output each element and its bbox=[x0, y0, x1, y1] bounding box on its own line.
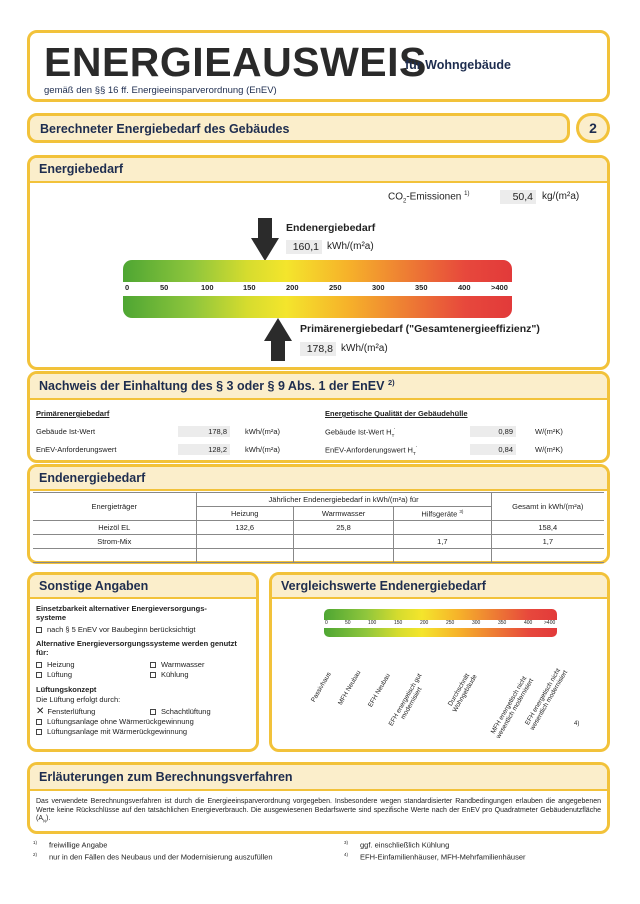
vgl-label-efh-neubau: EFH Neubau bbox=[367, 672, 392, 709]
end-energy-label: Endenergiebedarf bbox=[286, 222, 376, 234]
erlaeuterung-section bbox=[27, 762, 610, 834]
luft-opt-ohne: Lüftungsanlage ohne Wärmerückgewinnung bbox=[36, 717, 194, 726]
vgl-label-efh-gut: EFH energetisch gut modernisiert bbox=[387, 672, 424, 728]
schachtlueftung-checkbox[interactable] bbox=[150, 709, 156, 715]
vgl-tick-label: >400 bbox=[544, 620, 556, 626]
fensterlueftung-checked-icon[interactable]: ✕ bbox=[36, 706, 45, 717]
luft-sub: Die Lüftung erfolgt durch: bbox=[36, 695, 121, 704]
primary-ist-value: 178,8 bbox=[178, 426, 230, 437]
luft-opt-mit: Lüftungsanlage mit Wärmerückgewinnung bbox=[36, 727, 187, 736]
footnote-3: $^{3)}$ ggf. einschließlich Kühlung bbox=[344, 840, 450, 850]
luft-opt-schacht: Schachtlüftung bbox=[150, 707, 211, 716]
vgl-label-mfh-neubau: MFH Neubau bbox=[337, 669, 363, 707]
regulation-text: gemäß den §§ 16 ff. Energieeinsparverordnung (EnEV) bbox=[44, 85, 277, 96]
col-group: Jährlicher Endenergiebedarf in kWh/(m²a) für bbox=[196, 493, 491, 507]
envelope-req-value: 0,84 bbox=[470, 444, 516, 455]
scale-tick-label: 400 bbox=[458, 283, 471, 292]
vergleich-footnote: 4) bbox=[574, 721, 580, 727]
primary-energy-unit: kWh/(m²a) bbox=[341, 343, 388, 354]
scale-tick-label: >400 bbox=[491, 283, 508, 292]
col-aux: Hilfsgeräte $^{3)}$ bbox=[394, 507, 491, 521]
co2-unit: kg/(m²a) bbox=[542, 191, 580, 202]
co2-value: 50,4 bbox=[500, 190, 536, 204]
end-energy-value: 160,1 bbox=[286, 240, 322, 254]
vgl-tick-label: 300 bbox=[472, 620, 481, 626]
vgl-label-passivhaus: Passivhaus bbox=[310, 671, 333, 704]
primary-req-unit: kWh/(m²a) bbox=[245, 445, 280, 454]
primary-req-value: 128,2 bbox=[178, 444, 230, 455]
envelope-ist-label: Gebäude Ist-Wert $H_T'$ bbox=[325, 427, 396, 438]
scale-tick-label: 300 bbox=[372, 283, 385, 292]
energiebedarf-header bbox=[30, 158, 607, 183]
primary-energy-arrow-icon bbox=[263, 318, 293, 362]
col-carrier: Energieträger bbox=[33, 493, 196, 521]
vgl-tick-label: 200 bbox=[420, 620, 429, 626]
envelope-heading: Energetische Qualität der Gebäudehülle bbox=[325, 409, 468, 418]
vergleich-section bbox=[269, 572, 610, 752]
kuehlung-checkbox[interactable] bbox=[150, 672, 156, 678]
alt-system-lueftung: Lüftung bbox=[36, 670, 72, 679]
co2-label: $CO_2$-Emissionen $^{1)}$ bbox=[388, 191, 470, 205]
table-row: Strom-Mix 1,7 1,7 bbox=[33, 535, 604, 549]
luft-opt-fenster: ✕ Fensterlüftung bbox=[36, 706, 96, 717]
title-box bbox=[27, 30, 610, 102]
col-water: Warmwasser bbox=[293, 507, 393, 521]
table-row: Heizöl EL 132,6 25,8 158,4 bbox=[33, 521, 604, 535]
endenergie-section bbox=[27, 464, 610, 564]
primary-req-label: EnEV-Anforderungswert bbox=[36, 445, 117, 454]
vgl-label-mfh-nicht: MFH energetisch nicht wesentlich modernisiert bbox=[489, 675, 536, 740]
sonstige-section bbox=[27, 572, 259, 752]
scale-tick-label: 350 bbox=[415, 283, 428, 292]
alt-system-kuehlung: Kühlung bbox=[150, 670, 189, 679]
alt-heading: Einsetzbarkeit alternativer Energieversorgungs-systeme bbox=[36, 604, 207, 622]
anlage-mit-checkbox[interactable] bbox=[36, 729, 42, 735]
nachweis-section bbox=[27, 371, 610, 463]
alt-item: nach § 5 EnEV vor Baubeginn berücksichtigt bbox=[36, 625, 195, 634]
scale-tick-label: 0 bbox=[125, 283, 130, 292]
vgl-tick-label: 350 bbox=[498, 620, 507, 626]
nachweis-footnote: 2) bbox=[387, 378, 395, 387]
table-row bbox=[33, 549, 604, 563]
vgl-label-durchschnitt: Durchschnitt Wohngebäude bbox=[446, 672, 479, 714]
envelope-ist-value: 0,89 bbox=[470, 426, 516, 437]
erlaeuterung-text: Das verwendete Berechnungsverfahren ist durch die Energieeinsparverordnung vorgegeben. Insbesondere wegen standardisierter Randbedingungen erlauben die angegebenen Werte keine Rückschlüsse auf den tatsächlichen Energieverbrauch. Die ausgewiesenen Bedarfswerte sind spezifische Werte nach der EnEV pro Quadratmeter Gebäudenutzfläche $(A_N)$. bbox=[36, 798, 601, 824]
envelope-ist-unit: W/(m²K) bbox=[535, 427, 563, 436]
footnote-2: $^{2)}$ nur in den Fällen des Neubaus und der Modernisierung auszufüllen bbox=[33, 852, 273, 862]
scale-tick-label: 100 bbox=[201, 283, 214, 292]
endenergie-title: Endenergiebedarf bbox=[39, 471, 146, 485]
scale-tick-label: 200 bbox=[286, 283, 299, 292]
vgl-tick-label: 250 bbox=[446, 620, 455, 626]
col-heating: Heizung bbox=[196, 507, 293, 521]
vgl-tick-label: 100 bbox=[368, 620, 377, 626]
vgl-tick-label: 150 bbox=[394, 620, 403, 626]
document-title: ENERGIEAUSWEIS bbox=[44, 39, 427, 85]
primary-energy-label: Primärenergiebedarf ("Gesamtenergieeffizienz") bbox=[300, 323, 540, 335]
primary-ist-unit: kWh/(m²a) bbox=[245, 427, 280, 436]
scale-tick-label: 250 bbox=[329, 283, 342, 292]
section-bar bbox=[27, 113, 570, 143]
erlaeuterung-title: Erläuterungen zum Berechnungsverfahren bbox=[39, 770, 293, 784]
scale-tick-label: 50 bbox=[160, 283, 169, 292]
nachweis-header bbox=[30, 374, 607, 400]
vgl-tick-label: 50 bbox=[345, 620, 351, 626]
energiebedarf-section bbox=[27, 155, 610, 370]
vgl-tick-label: 400 bbox=[524, 620, 533, 626]
alt-system-warmwasser: Warmwasser bbox=[150, 660, 204, 669]
page-number: 2 bbox=[589, 120, 597, 136]
scale-tick-label: 150 bbox=[243, 283, 256, 292]
primary-energy-value: 178,8 bbox=[300, 342, 336, 356]
sonstige-title: Sonstige Angaben bbox=[39, 579, 149, 593]
energy-scale-labels bbox=[123, 283, 512, 295]
primary-heading: Primärenergiebedarf bbox=[36, 409, 110, 418]
alt-systems-heading: Alternative Energieversorgungssysteme werden genutzt für: bbox=[36, 639, 237, 657]
vgl-label-efh-nicht: EFH energetisch nicht wesentlich modernisiert bbox=[524, 667, 570, 732]
document-subtitle: für Wohngebäude bbox=[405, 58, 512, 72]
endenergie-table bbox=[33, 492, 604, 563]
erlaeuterung-header bbox=[30, 765, 607, 791]
footnote-4: $^{4)}$ EFH-Einfamilienhäuser, MFH-Mehrfamilienhäuser bbox=[344, 852, 526, 862]
nachweis-title: Nachweis der Einhaltung des § 3 oder § 9 Abs. 1 der EnEV bbox=[39, 379, 385, 394]
luft-heading: Lüftungskonzept bbox=[36, 685, 97, 694]
alt-item-checkbox[interactable] bbox=[36, 627, 42, 633]
co2-footnote: 1) bbox=[464, 191, 470, 197]
end-energy-arrow-icon bbox=[250, 218, 280, 262]
energiebedarf-title: Energiebedarf bbox=[39, 162, 124, 176]
vergleich-title: Vergleichswerte Endenergiebedarf bbox=[281, 579, 486, 593]
vergleich-scale-labels bbox=[324, 620, 557, 628]
envelope-req-unit: W/(m²K) bbox=[535, 445, 563, 454]
footnote-1: $^{1)}$ freiwillige Angabe bbox=[33, 840, 108, 850]
section-bar-label: Berechneter Energiebedarf des Gebäudes bbox=[40, 122, 290, 136]
vergleich-header bbox=[272, 575, 607, 599]
lueftung-checkbox[interactable] bbox=[36, 672, 42, 678]
primary-ist-label: Gebäude Ist-Wert bbox=[36, 427, 96, 436]
envelope-req-label: EnEV-Anforderungswert $H_T'$ bbox=[325, 445, 417, 456]
warmwasser-checkbox[interactable] bbox=[150, 662, 156, 668]
sonstige-header bbox=[30, 575, 256, 599]
endenergie-header bbox=[30, 467, 607, 491]
heizung-checkbox[interactable] bbox=[36, 662, 42, 668]
end-energy-unit: kWh/(m²a) bbox=[327, 241, 374, 252]
vgl-tick-label: 0 bbox=[325, 620, 328, 626]
page-number-badge bbox=[576, 113, 610, 143]
alt-system-heizung: Heizung bbox=[36, 660, 75, 669]
col-total: Gesamt in kWh/(m²a) bbox=[491, 493, 604, 521]
anlage-ohne-checkbox[interactable] bbox=[36, 719, 42, 725]
